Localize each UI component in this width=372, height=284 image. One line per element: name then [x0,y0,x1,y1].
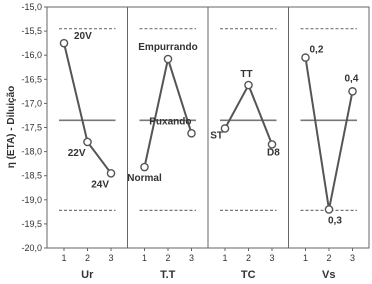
point-label: Puxando [149,116,192,128]
y-tick-label: -16,5 [21,74,42,85]
panel-tc [210,29,280,281]
y-tick-label: -16,0 [21,50,42,61]
panel-tt [127,29,197,281]
x-tick-label: 2 [84,253,91,263]
data-point [141,163,148,170]
panels [59,29,359,281]
y-tick-label: -15,5 [21,26,42,37]
x-tick-label: 1 [61,253,67,263]
point-label: Normal [127,173,162,185]
y-tick-label: -17,5 [21,122,42,133]
series-line [225,85,272,144]
data-point [245,81,252,88]
y-tick-label: -20,0 [21,243,42,253]
y-tick-label: -18,0 [21,146,42,157]
point-label: 24V [91,179,109,191]
x-tick-label: 3 [269,253,275,263]
x-tick-label: 2 [165,253,171,263]
x-tick-label: 2 [326,253,332,263]
y-tick-label: -19,0 [21,194,42,205]
data-point [325,206,332,213]
x-tick-label: 3 [108,253,114,263]
data-point [188,130,195,137]
data-point [349,88,356,95]
point-label: 0,2 [309,44,324,56]
x-tick-label: 1 [141,253,148,263]
panel-ur [59,29,116,281]
data-point [84,138,91,145]
data-point [164,55,171,62]
y-tick-label: -17,0 [21,98,42,109]
point-label: Empurrando [138,42,198,54]
x-tick-label: 3 [188,253,195,263]
x-tick-label: 1 [222,253,228,263]
x-tick-label: 1 [302,253,309,263]
x-tick-label: 2 [245,253,252,263]
y-axis-label-group [6,86,17,169]
y-tick-label: -18,5 [21,170,42,181]
panel-label: TC [240,269,256,281]
data-point [107,170,114,177]
point-label: ST [210,130,223,142]
y-tick-label: -15,0 [21,2,42,12]
y-axis-ticks [21,2,47,253]
point-label: 0,3 [328,215,342,227]
y-axis-label: η (ETA) - Diluição [6,85,17,169]
panel-vs [301,29,359,281]
plot-frame [47,7,369,248]
point-label: D8 [267,147,280,159]
point-label: 0,4 [344,73,359,85]
panel-label: T.T [160,269,176,281]
point-label: 22V [67,147,86,159]
y-tick-label: -19,5 [21,218,42,229]
data-point [302,54,309,61]
point-label: TT [240,69,253,81]
data-point [60,40,67,47]
panel-label: Vs [322,269,336,281]
panel-label: Ur [81,269,94,281]
series-line [145,59,192,167]
x-tick-label: 3 [349,253,356,263]
point-label: 20V [74,31,92,43]
